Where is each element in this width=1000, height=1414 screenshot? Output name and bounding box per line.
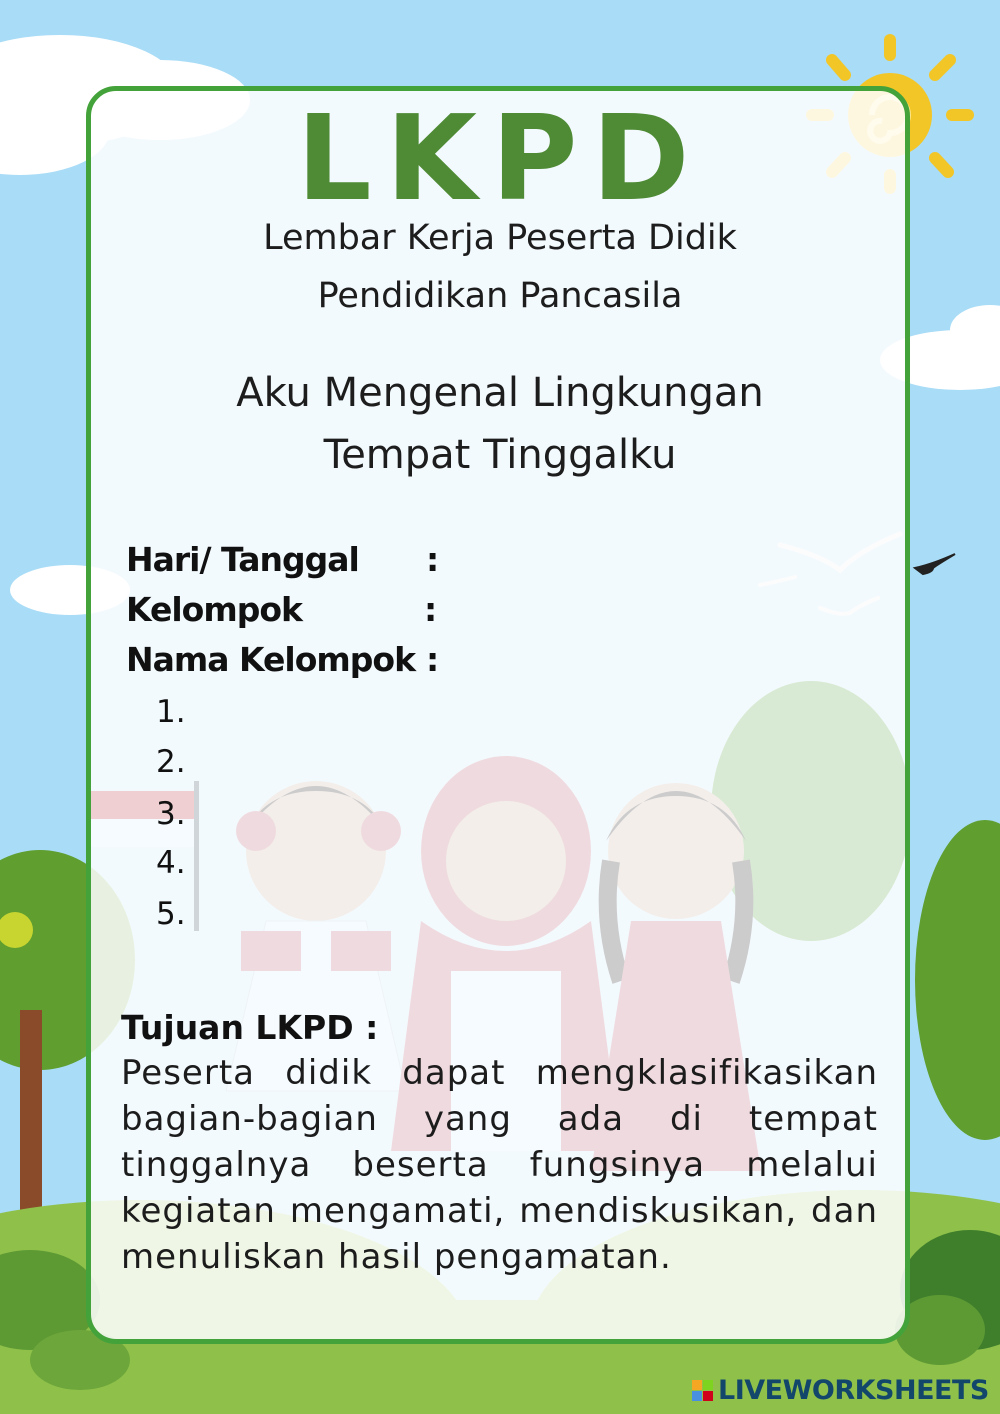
member-number-3: 3. <box>156 796 186 832</box>
goal-heading: Tujuan LKPD : <box>121 1008 379 1047</box>
field-colon-date: : <box>426 540 440 579</box>
field-colon-group: : <box>424 590 438 629</box>
watermark-text[interactable]: LIVEWORKSHEETS <box>718 1375 989 1406</box>
page-title: LKPD <box>296 89 704 227</box>
member-number-4: 4. <box>156 845 186 881</box>
field-label-group: Kelompok <box>126 590 302 629</box>
field-label-group-name: Nama Kelompok <box>126 640 416 679</box>
goal-text: Peserta didik dapat mengklasifikasikan bagian-bagian yang ada di tempat tinggalnya beserta fungsinya melalui kegiatan mengamati, mendiskusikan, dan menuliskan hasil pengamatan. <box>121 1053 878 1277</box>
liveworksheets-logo-icon <box>692 1380 714 1402</box>
member-number-5: 5. <box>156 896 186 932</box>
topic-line-2: Tempat Tinggalku <box>323 432 677 478</box>
field-label-date: Hari/ Tanggal <box>126 540 359 579</box>
topic-line-1: Aku Mengenal Lingkungan <box>236 370 764 416</box>
member-number-2: 2. <box>156 744 186 780</box>
subtitle-line-2: Pendidikan Pancasila <box>317 276 683 316</box>
field-colon-group-name: : <box>426 640 440 679</box>
member-number-1: 1. <box>156 694 186 730</box>
subtitle-line-1: Lembar Kerja Peserta Didik <box>263 218 737 258</box>
